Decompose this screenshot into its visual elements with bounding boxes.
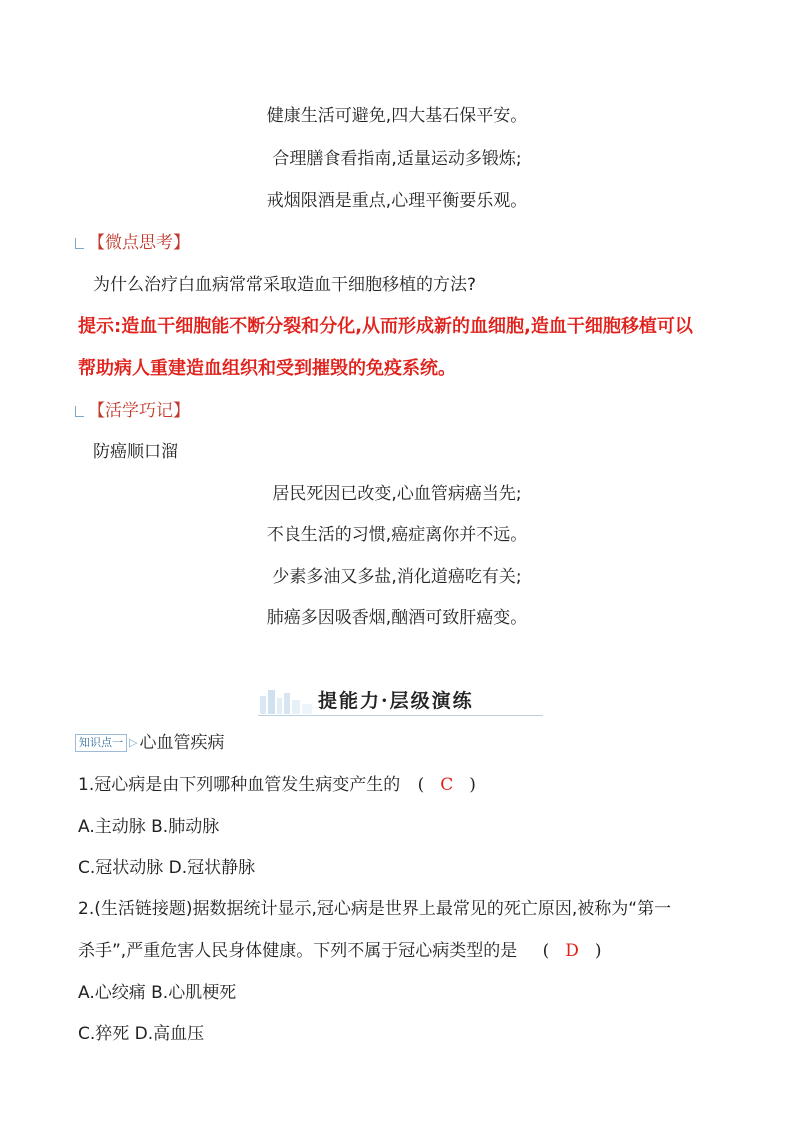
poem-line: 戒烟限酒是重点,心理平衡要乐观。 <box>266 191 528 211</box>
rhyme-line: 居民死因已改变,心血管病癌当先; <box>272 484 522 504</box>
rhyme-line: 不良生活的习惯,癌症离你并不远。 <box>266 525 528 545</box>
hint-line: 帮助病人重建造血组织和受到摧毁的免疫系统。 <box>78 358 456 379</box>
poem-line: 合理膳食看指南,适量运动多锻炼; <box>272 149 522 169</box>
think-question: 为什么治疗白血病常常采取造血干细胞移植的方法? <box>93 275 477 295</box>
section-title: 【微点思考】 <box>88 233 190 253</box>
section-heading-remember <box>75 399 190 423</box>
section-title: 【活学巧记】 <box>88 401 190 421</box>
section-heading-think <box>75 231 190 255</box>
hint-line: 提示:造血干细胞能不断分裂和分化,从而形成新的血细胞,造血干细胞移植可以 <box>78 316 693 337</box>
question-stem: 1.冠心病是由下列哪种血管发生病变产生的 <box>78 775 401 795</box>
question-1: 1.冠心病是由下列哪种血管发生病变产生的 ( C ) <box>78 775 476 795</box>
knowledge-point-tag: 知识点一 <box>75 734 127 752</box>
knowledge-point-heading <box>75 731 224 755</box>
question-options: C.冠状动脉 D.冠状静脉 <box>78 858 256 878</box>
question-stem: 杀手”,严重危害人民身体健康。下列不属于冠心病类型的是 <box>78 941 518 961</box>
banner-title: 提能力·层级演练 <box>318 690 474 712</box>
answer-label: D <box>565 941 579 961</box>
section-banner <box>258 682 543 716</box>
rhyme-subtitle: 防癌顺口溜 <box>93 442 178 462</box>
arrow-icon: ▷ <box>129 736 138 749</box>
question-options: A.主动脉 B.肺动脉 <box>78 817 220 837</box>
rhyme-line: 肺癌多因吸香烟,酗酒可致肝癌变。 <box>266 608 528 628</box>
section-marker-icon <box>75 406 84 417</box>
banner-divider <box>258 715 543 716</box>
rhyme-line: 少素多油又多盐,消化道癌吃有关; <box>272 567 522 587</box>
question-2: 杀手”,严重危害人民身体健康。下列不属于冠心病类型的是 ( D ) <box>78 941 602 961</box>
question-options: A.心绞痛 B.心肌梗死 <box>78 983 237 1003</box>
answer-label: C <box>440 775 454 795</box>
knowledge-point-title: 心血管疾病 <box>139 733 225 753</box>
section-marker-icon <box>75 238 84 249</box>
question-options: C.猝死 D.高血压 <box>78 1024 205 1044</box>
question-2-stem: 2.(生活链接题)据数据统计显示,冠心病是世界上最常见的死亡原因,被称为“第一 <box>78 899 672 919</box>
poem-line: 健康生活可避免,四大基石保平安。 <box>266 106 528 126</box>
city-skyline-icon <box>258 684 318 714</box>
